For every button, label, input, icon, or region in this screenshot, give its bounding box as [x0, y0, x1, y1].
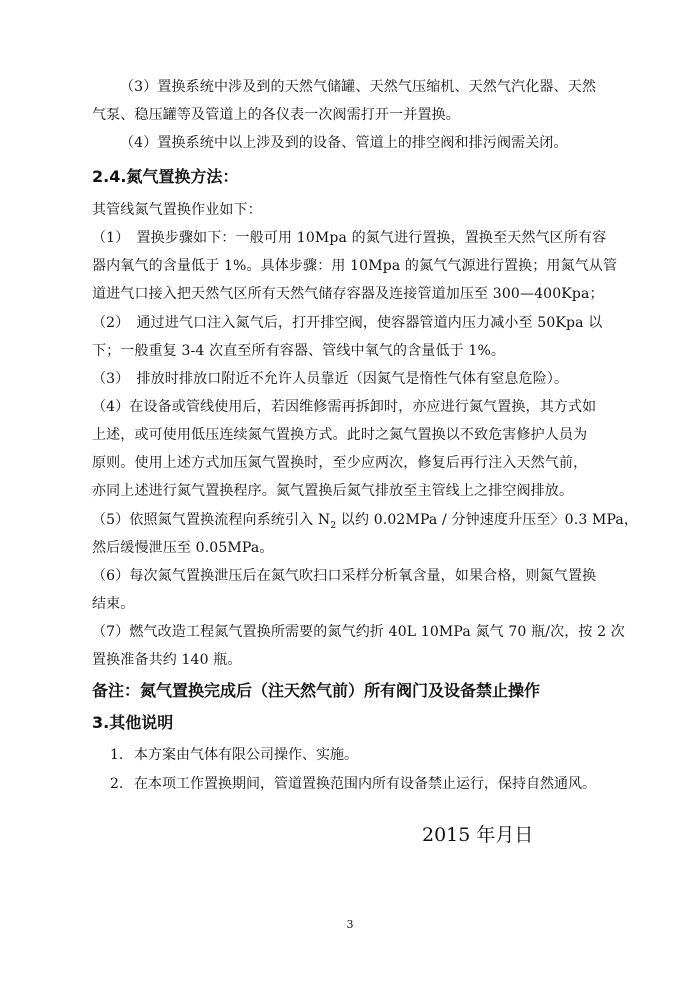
step-5-prefix: （5）依照氮气置换流程向系统引入 N: [92, 512, 331, 528]
body-line: （7）燃气改造工程氮气置换所需要的氮气约折 40L 10MPa 氮气 70 瓶/次，按 2 次: [92, 624, 625, 640]
body-line: 置换准备共约 140 瓶。: [92, 652, 242, 668]
list-item: [110, 770, 596, 798]
body-line: 亦同上述进行氮气置换程序。氮气置换后氮气排放至主管线上之排空阀排放。: [92, 483, 574, 499]
body-line: （2） 通过进气口注入氮气后，打开排空阀，使容器管道内压力减小至 50Kpa 以: [92, 315, 603, 331]
paragraph-line: （4）置换系统中以上涉及到的设备、管道上的排空阀和排污阀需关闭。: [120, 135, 568, 151]
list-number: 2.: [110, 776, 124, 792]
paragraph-line: （3）置换系统中涉及到的天然气储罐、天然气压缩机、天然气汽化器、天然: [120, 79, 597, 95]
list-number: 1.: [110, 747, 124, 763]
list-item: [110, 741, 358, 769]
section-heading-3: 3.其他说明: [92, 713, 174, 732]
paragraph-line: 气泵、稳压罐等及管道上的各仪表一次阀需打开一并置换。: [92, 107, 460, 123]
section-heading-2-4: 2.4.氮气置换方法：: [92, 167, 239, 186]
remark-note: 备注：氮气置换完成后（注天然气前）所有阀门及设备禁止操作: [92, 681, 541, 700]
body-line: 然后缓慢泄压至 0.05MPa。: [92, 540, 274, 556]
list-text: 本方案由气体有限公司操作、实施。: [134, 747, 358, 763]
body-line: 下；一般重复 3-4 次直至所有容器、管线中氧气的含量低于 1%。: [92, 343, 506, 359]
body-line: （3） 排放时排放口附近不允许人员靠近（因氮气是惰性气体有窒息危险）。: [92, 371, 569, 387]
body-line: 原则。使用上述方式加压氮气置换时，至少应两次，修复后再行注入天然气前，: [92, 455, 588, 471]
body-line: 上述，或可使用低压连续氮气置换方式。此时之氮气置换以不致危害修护人员为: [92, 427, 588, 443]
body-line: 结束。: [92, 596, 135, 612]
subscript-2: 2: [330, 520, 337, 531]
signature-date: 2015 年月日: [422, 824, 534, 846]
body-line: （6）每次氮气置换泄压后在氮气吹扫口采样分析氧含量，如果合格，则氮气置换: [92, 568, 597, 584]
body-line: （4）在设备或管线使用后，若因维修需再拆卸时，亦应进行氮气置换，其方式如: [92, 399, 597, 415]
body-line: 器内氧气的含量低于 1%。具体步骤：用 10Mpa 的氮气气源进行置换；用氮气从管: [92, 258, 618, 274]
step-5-suffix: 以约 0.02MPa / 分钟速度升压至〉0.3 MPa，: [336, 512, 639, 528]
body-line: （1） 置换步骤如下：一般可用 10Mpa 的氮气进行置换，置换至天然气区所有容: [92, 230, 607, 246]
body-line: 道进气口接入把天然气区所有天然气储存容器及连接管道加压至 300—400Kpa；: [92, 286, 604, 302]
page-number: 3: [346, 918, 354, 931]
intro-line: 其管线氮气置换作业如下：: [92, 202, 262, 218]
list-text: 在本项工作置换期间，管道置换范围内所有设备禁止运行，保持自然通风。: [134, 776, 596, 792]
